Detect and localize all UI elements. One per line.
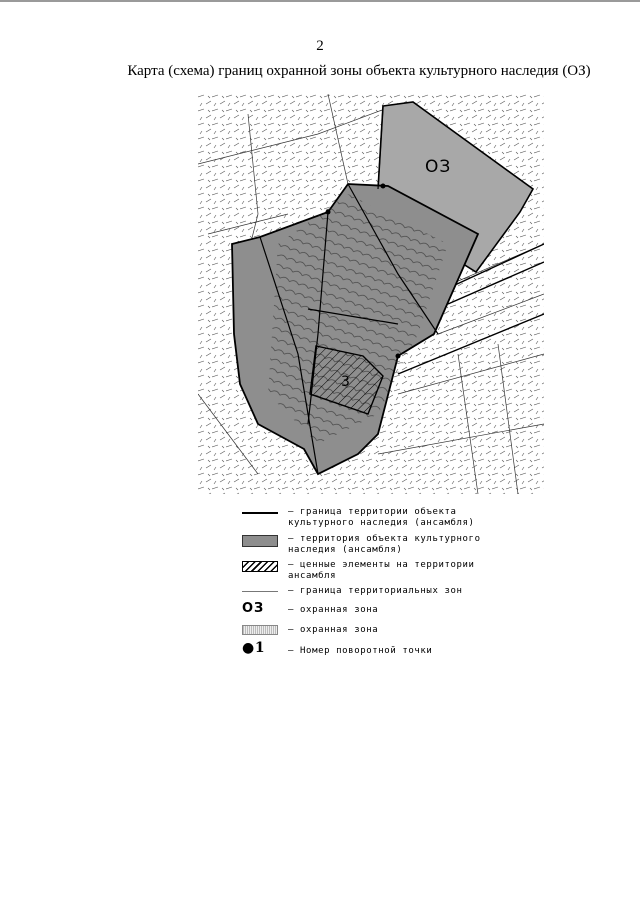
legend-hatched-rect-symbol [242,561,278,572]
legend-row-boundary [236,507,536,531]
legend-row-oz [236,601,536,619]
point-label: 3 [341,374,350,390]
legend-line-symbol [242,512,278,514]
legend-text: – граница территории объекта культурного наследия (ансамбля) [288,507,475,528]
legend-text: – охранная зона [288,605,379,615]
top-border-line [0,0,640,2]
legend-oz-symbol: ОЗ [242,601,265,616]
map-drawing [198,94,544,494]
map-title: Карта (схема) границ охранной зоны объекта культурного наследия (ОЗ) [127,63,591,79]
legend-point-symbol: ●1 [242,640,266,656]
legend-filled-rect-symbol [242,535,278,547]
page-number: 2 [316,38,324,54]
legend-text: – территория объекта культурного наследия (ансамбля) [288,534,481,555]
legend-row-turning-point [236,640,536,662]
map-image [198,94,544,494]
zone-label-oz: ОЗ [425,157,452,177]
legend-text: – граница территориальных зон [288,586,463,596]
legend-text: – Номер поворотной точки [288,646,433,656]
legend-thin-line-symbol [242,591,278,592]
legend-dotted-rect-symbol [242,625,278,635]
legend-row-valuable-elements [236,560,536,584]
legend-text: – охранная зона [288,625,379,635]
legend-row-zone-boundary [236,586,536,600]
legend-row-territory [236,534,536,558]
legend-text: – ценные элементы на территории ансамбля [288,560,475,581]
legend-row-protection-zone [236,625,536,639]
